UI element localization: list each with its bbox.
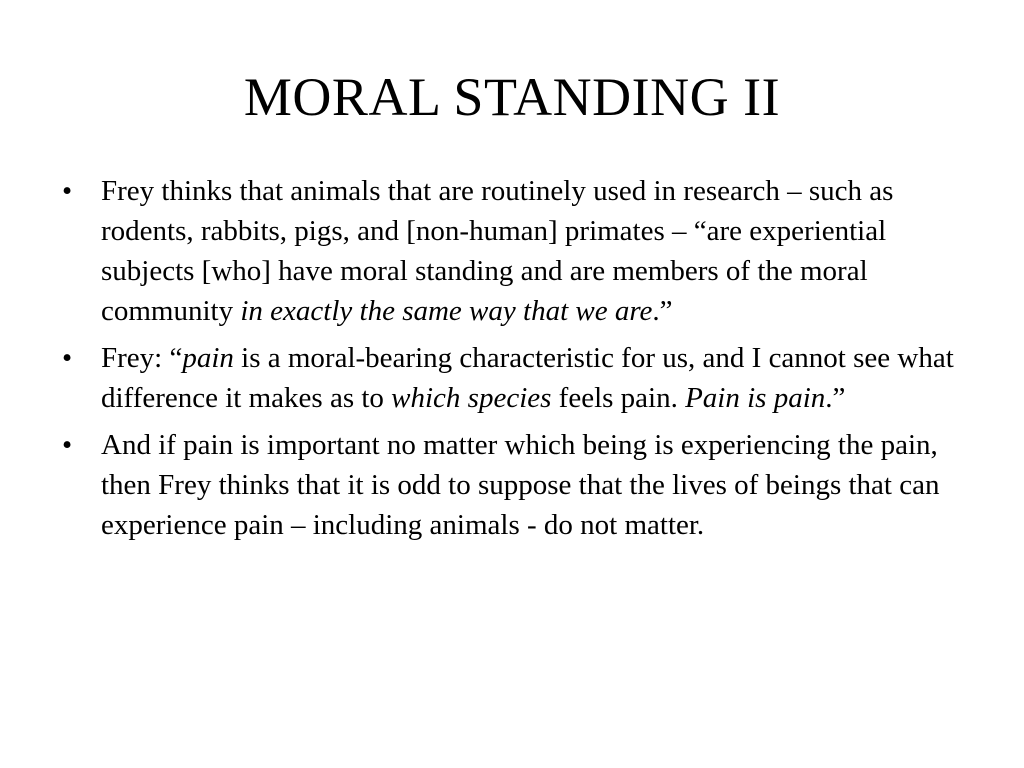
bullet-2-text-c: feels pain.	[551, 382, 686, 414]
bullet-marker: •	[62, 342, 73, 374]
bullet-marker: •	[62, 175, 73, 207]
bullet-2-emphasis-pain: pain	[182, 342, 234, 374]
bullet-item-3	[62, 425, 972, 545]
bullet-2-text-b: is a moral-bearing characteristic for us, and I cannot see what difference it makes as to	[101, 342, 954, 414]
bullet-2-text-a: Frey: “	[101, 342, 183, 374]
bullet-item-1	[62, 171, 972, 331]
bullet-1-emphasis: in exactly the same way that we are	[240, 295, 653, 327]
slide-title: MORAL STANDING II	[243, 67, 781, 127]
bullet-1-text-end: .”	[652, 295, 673, 327]
bullet-item-2	[62, 338, 972, 418]
bullet-3-text: And if pain is important no matter which being is experiencing the pain, then Frey thinks that it is odd to suppose that the lives of beings that can experience pain – including animals - do not matter.	[101, 429, 940, 541]
bullet-marker: •	[62, 429, 73, 461]
bullet-2-emphasis-species: which species	[391, 382, 552, 414]
bullet-2-emphasis-pain-is-pain: Pain is pain	[685, 382, 826, 414]
bullet-1-text: Frey thinks that animals that are routinely used in research – such as rodents, rabbits, pigs, and [non-human] primates – “are experiential subjects [who] have moral standing and are members of the moral community	[101, 175, 894, 327]
bullet-list	[62, 171, 972, 552]
bullet-2-text-d: .”	[825, 382, 846, 414]
